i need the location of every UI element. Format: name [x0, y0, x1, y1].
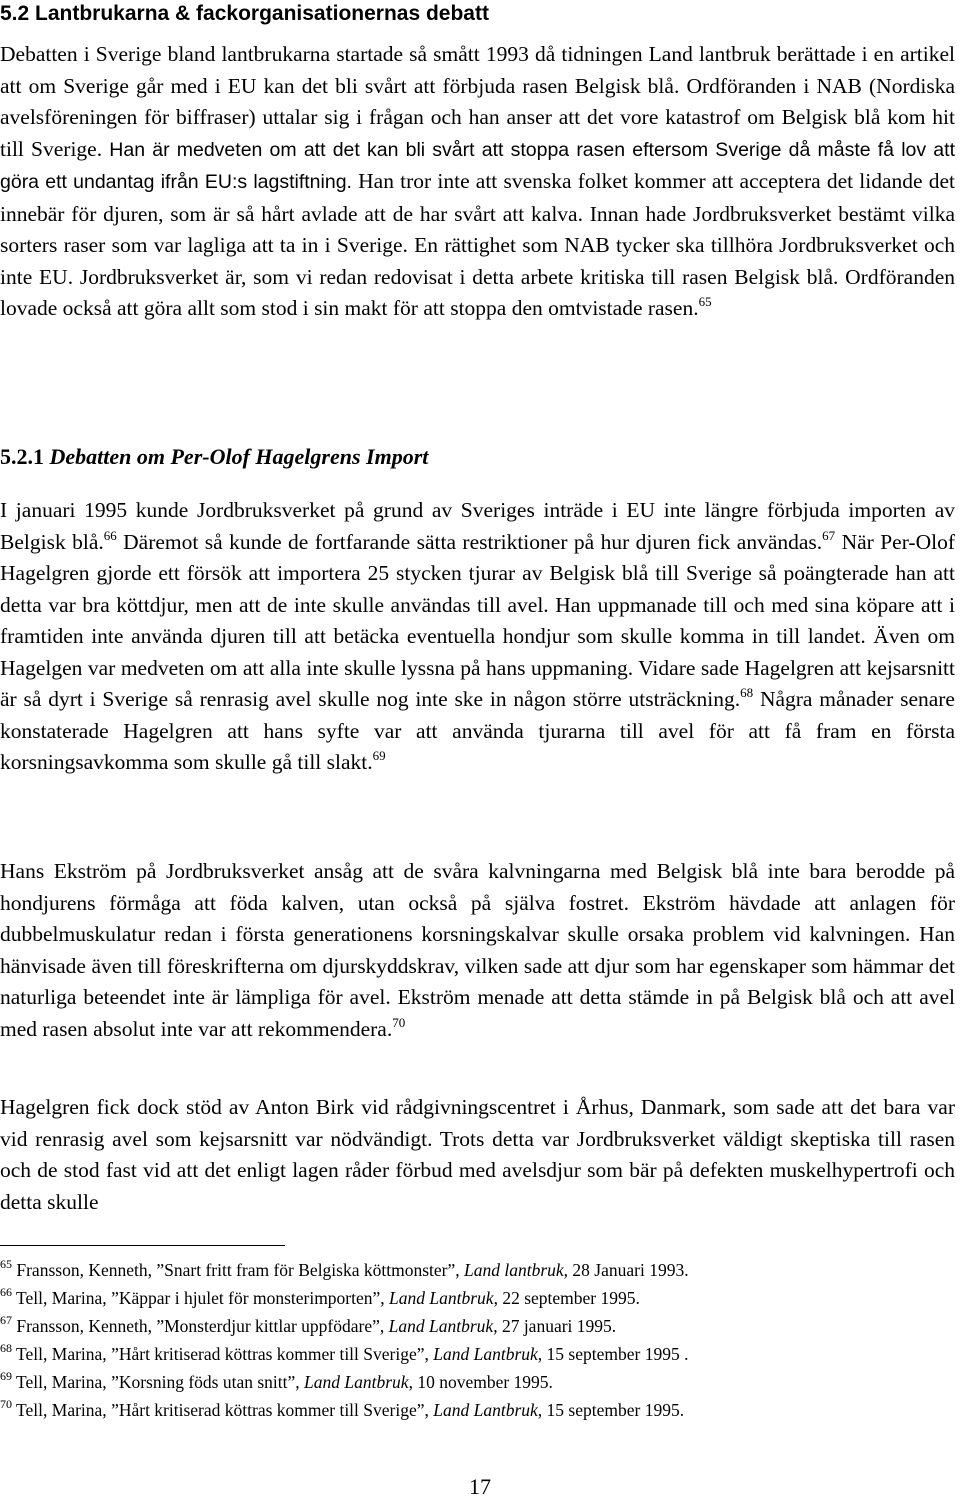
footnote-source: Land Lantbruk	[388, 1316, 494, 1336]
paragraph-text: Hagelgren fick dock stöd av Anton Birk vid rådgivningscentret i Århus, Danmark, som sade att det bara var vid renrasig avel som kejsarsnitt var nödvändigt. Trots detta var Jordbruksverket väldigt skeptiska till rasen och de stod fast vid att det enligt lagen råder förbud med avelsdjur som bär på defekten muskelhypertrofi och detta skulle	[0, 1095, 955, 1214]
paragraph-text: Däremot så kunde de fortfarande sätta restriktioner på hur djuren fick användas.	[116, 529, 823, 554]
footnote	[0, 1256, 955, 1284]
footnote-ref: 68	[740, 685, 754, 700]
footnote-source: Land lantbruk	[464, 1260, 564, 1280]
footnote-ref: 66	[103, 527, 117, 543]
footnote-number: 65	[0, 1257, 12, 1271]
footnote-author: Tell, Marina,	[12, 1344, 112, 1364]
footnote-ref: 65	[698, 294, 712, 309]
footnote-author: Fransson, Kenneth,	[12, 1316, 157, 1336]
subsection-title: Debatten om Per-Olof Hagelgrens Import	[49, 444, 429, 469]
footnote-date: , 10 november 1995.	[408, 1372, 553, 1392]
paragraph-hagelgren-import	[0, 495, 955, 779]
paragraph-text: När Per-Olof Hagelgren gjorde ett försök att importera 25 stycken tjurar av Belgisk blå till Sverige så poängterade han att detta var bra köttdjur, men att de inte skulle användas till avel. Han uppmanade till och med sina köpare att i framtiden inte använda djuren till att betäcka eventuella hondjur som skulle komma in till landet. Även om Hagelgen var medveten om att alla inte skulle lyssna på hans uppmaning. Vidare sade Hagelgren att kejsarsnitt är så dyrt i Sverige så renrasig avel skulle nog inte ske in någon större utsträckning.	[0, 529, 956, 711]
footnotes	[0, 1256, 955, 1424]
footnote-date: , 22 september 1995.	[493, 1288, 640, 1308]
footnote-ref: 67	[822, 527, 836, 543]
footnote-number: 68	[0, 1341, 12, 1355]
footnote-title: ”Hårt kritiserad köttras kommer till Sverige”,	[111, 1344, 434, 1364]
paragraph-birk	[0, 1092, 955, 1218]
page-number: 17	[469, 1474, 491, 1499]
footnote-date: , 27 januari 1995.	[493, 1316, 617, 1336]
footnote-author: Tell, Marina,	[12, 1288, 112, 1308]
footnote-date: , 15 september 1995 .	[537, 1344, 689, 1364]
footnote-title: ”Snart fritt fram för Belgiska köttmonster”,	[156, 1260, 464, 1280]
footnote-author: Tell, Marina,	[12, 1400, 112, 1420]
subsection-number: 5.2.1	[0, 444, 50, 469]
footnote-title: ”Hårt kritiserad köttras kommer till Sverige”,	[111, 1400, 434, 1420]
footnote	[0, 1284, 955, 1312]
footnote	[0, 1312, 955, 1340]
footnote-source: Land Lantbruk	[304, 1372, 409, 1392]
paragraph-text: Han är medveten om att det kan bli svårt att stoppa rasen eftersom Sverige då måste få lov att göra ett undantag ifrån EU:s lagstiftning.	[0, 138, 955, 193]
footnote-source: Land Lantbruk	[389, 1288, 494, 1308]
paragraph-text: Han tror inte att svenska folket kommer att acceptera det lidande det innebär för djuren, som är så hårt avlade att de har svårt att kalva. Innan hade Jordbruksverket bestämt vilka sorters raser som var lagliga att ta in i Sverige. En rättighet som NAB tycker ska tillhöra Jordbruksverket och inte EU. Jordbruksverket är, som vi redan redovisat i detta arbete kritiska till rasen Belgisk blå. Ordföranden lovade också att göra allt som stod i sin makt för att stoppa den omtvistade rasen.	[0, 169, 956, 320]
footnote-title: ”Käppar i hjulet för monsterimporten”,	[111, 1288, 390, 1308]
footnote-separator	[0, 1245, 285, 1246]
footnote	[0, 1340, 955, 1368]
footnote-number: 66	[0, 1285, 12, 1299]
footnote-number: 67	[0, 1313, 12, 1327]
paragraph-text: Debatten i Sverige bland lantbrukarna startade så smått 1993 då tidningen Land lantbruk berättade i en artikel att om Sverige går med i EU kan det bli svårt att förbjuda rasen Belgisk blå. Ordföranden i NAB (Nordiska avelsföreningen för biffraser) uttalar sig i frågan och han anser att det vore katastrof om Belgisk blå kom hit till Sverige.	[0, 42, 955, 161]
section-heading: 5.2 Lantbrukarna & fackorganisationernas debatt	[0, 2, 489, 25]
footnote-title: ”Korsning föds utan snitt”,	[111, 1372, 305, 1392]
paragraph-debate-intro	[0, 39, 955, 325]
footnote-source: Land Lantbruk	[433, 1400, 538, 1420]
footnote-date: , 28 Januari 1993.	[563, 1260, 689, 1280]
footnote	[0, 1368, 955, 1396]
subsection-heading	[0, 444, 428, 470]
footnote-number: 69	[0, 1369, 12, 1383]
footnote-source: Land Lantbruk	[433, 1344, 538, 1364]
footnote	[0, 1396, 955, 1424]
paragraph-text: Hans Ekström på Jordbruksverket ansåg att de svåra kalvningarna med Belgisk blå inte bara berodde på hondjurens förmåga att föda kalven, utan också på själva fostret. Ekström hävdade att anlagen för dubbelmuskulatur redan i första generationens korsningskalvar skulle orsaka problem vid kalvningen. Han hänvisade även till föreskrifterna om djurskyddskrav, vilken sade att djur som har egenskaper som hämmar det naturliga beteendet inte är lämpliga för avel. Ekström menade att detta stämde in på Belgisk blå och att avel med rasen absolut inte var att rekommendera.	[0, 859, 955, 1041]
footnote-author: Fransson, Kenneth,	[12, 1260, 157, 1280]
footnote-number: 70	[0, 1397, 12, 1411]
paragraph-ekstrom	[0, 856, 955, 1045]
footnote-date: , 15 september 1995.	[537, 1400, 685, 1420]
footnote-ref: 70	[392, 1014, 406, 1030]
footnote-title: ”Monsterdjur kittlar uppfödare”,	[156, 1316, 389, 1336]
paragraph-text: Några månader senare konstaterade Hagelgren att hans syfte var att använda tjurarna till avel för att få fram en första korsningsavkomma som skulle gå till slakt.	[0, 687, 955, 774]
footnote-ref: 69	[372, 748, 386, 763]
footnote-author: Tell, Marina,	[12, 1372, 112, 1392]
paragraph-text: I januari 1995 kunde Jordbruksverket på grund av Sveriges inträde i EU inte längre förbjuda importen av Belgisk blå.	[0, 498, 955, 554]
